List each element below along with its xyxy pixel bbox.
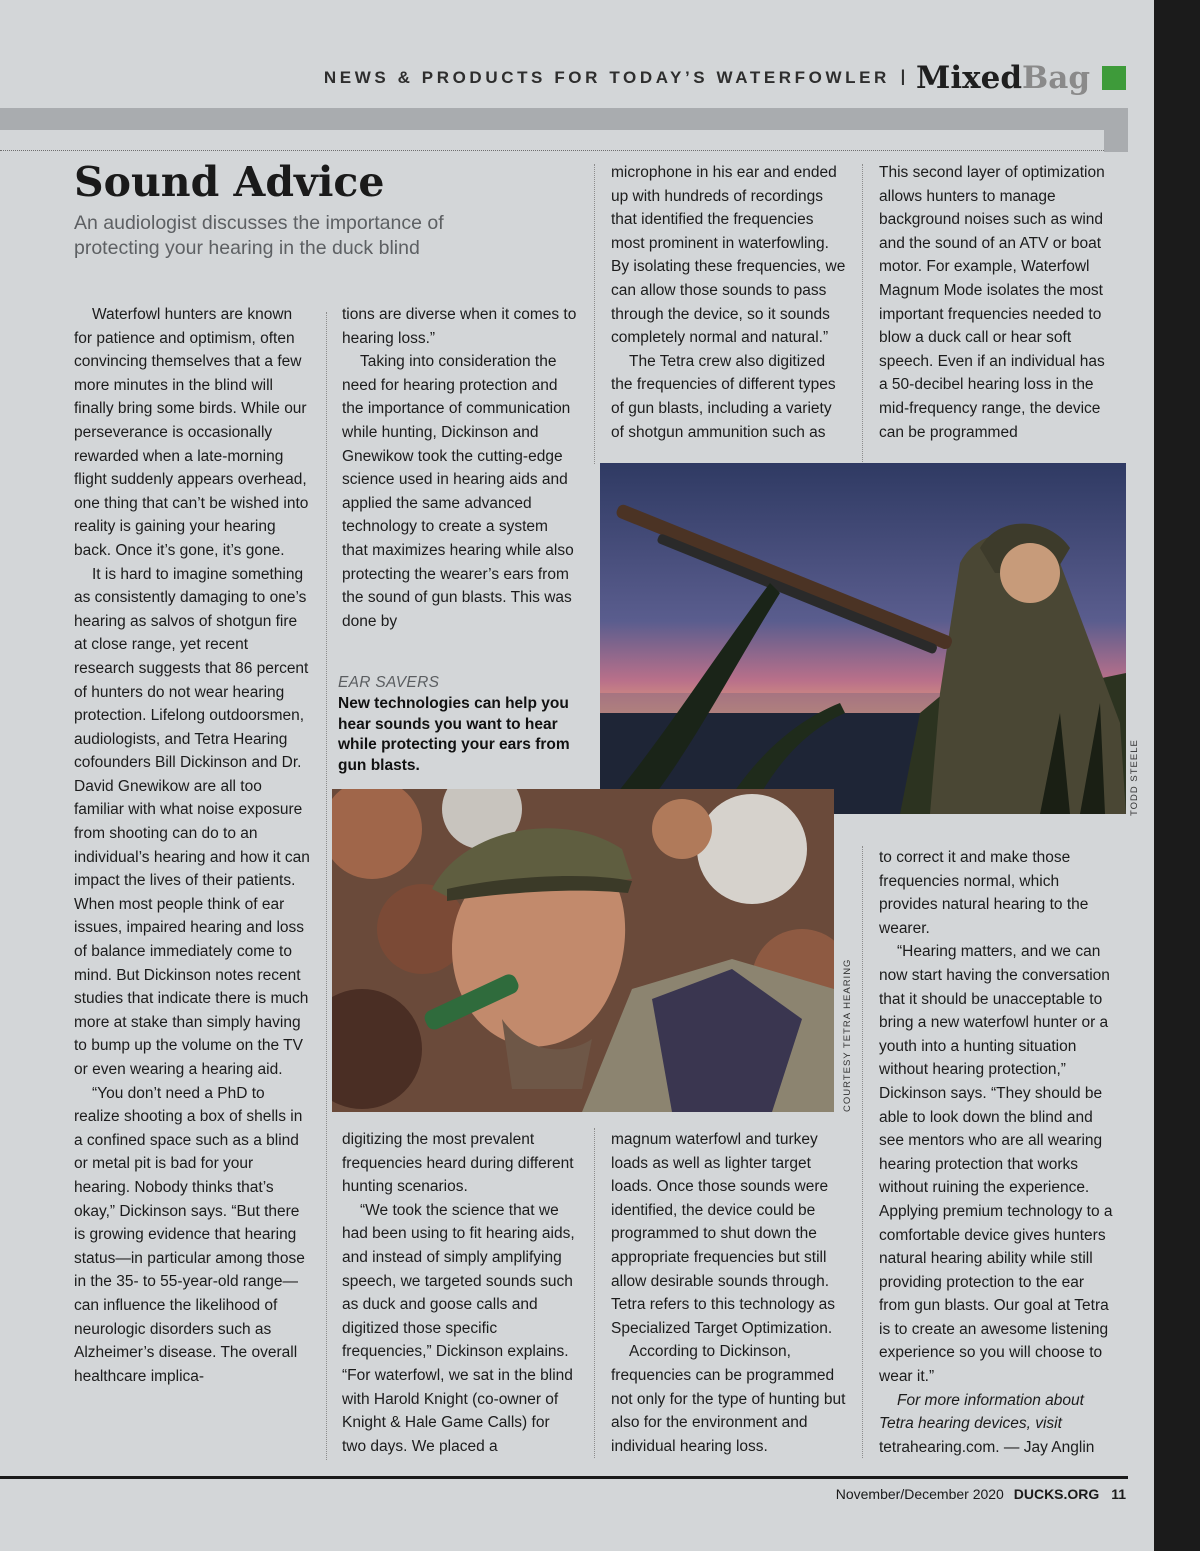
caption-text: New technologies can help you hear sounds you want to hear while protecting your ears from gun blasts. xyxy=(338,695,570,774)
paragraph: It is hard to imagine something as consistently damaging to one’s hearing as salvos of shotgun fire at close range, yet recent research suggests that 86 percent of hunters do not wear hearing protection. Lifelong outdoorsmen, audiologists, and Tetra Hearing cofounders Bill Dickinson and Dr. David Gnewikow are all too familiar with what noise exposure from shooting can do to an individual’s hearing and how it can impact the lives of their patients. When most people think of ear issues, impaired hearing and loss of balance immediately come to mind. But Dickinson notes recent studies that indicate there is much more at stake than simply having to bump up the volume on the TV or even wearing a hearing aid. xyxy=(74,565,310,1078)
paragraph: Waterfowl hunters are known for patience and optimism, often convincing themselves that a few more minutes in the blind will finally bring some birds. While our perseverance is occasionally rewarded when a late-morning flight suddenly appears overhead, one thing that can’t be wished into reality is gaining your hearing back. Once it’s gone, it’s gone. xyxy=(74,306,309,559)
section-name-part1: Mixed xyxy=(916,60,1023,96)
photo-hunter-aiming-image xyxy=(600,463,1126,814)
paragraph: tions are diverse when it comes to hearing loss.” xyxy=(342,306,577,347)
page-footer xyxy=(836,1486,1126,1502)
article-column-4-bottom xyxy=(879,846,1115,1459)
photo-hunter-duck-call xyxy=(332,789,834,1112)
footer-site: DUCKS.ORG xyxy=(1013,1486,1100,1502)
article-column-1 xyxy=(74,303,312,1388)
photo-credit-top: TODD STEELE xyxy=(1129,739,1140,816)
photo-hunter-duck-call-image xyxy=(332,789,834,1112)
column-divider xyxy=(326,312,327,1460)
article-column-3-top xyxy=(611,161,847,444)
article-column-2-top xyxy=(342,303,578,633)
paragraph: “We took the science that we had been using to fit hearing aids, and instead of simply amplifying speech, we targeted sounds such as duck and goose calls and digitized those specific frequencies,” Dickinson explains. “For waterfowl, we sat in the blind with Harold Knight (co-owner of Knight & Hale Game Calls) for two days. We placed a xyxy=(342,1201,575,1455)
paragraph: magnum waterfowl and turkey loads as well as lighter target loads. Once those sounds were identified, the device could be programmed to shut down the appropriate frequencies but still allow desirable sounds through. Tetra refers to this technology as Specialized Target Optimization. xyxy=(611,1131,836,1337)
paragraph: digitizing the most prevalent frequencies heard during different hunting scenarios. xyxy=(342,1131,574,1196)
footer-rule xyxy=(0,1476,1128,1479)
footer-issue: November/December 2020 xyxy=(835,1486,1004,1502)
paragraph: to correct it and make those frequencies normal, which provides natural hearing to the wearer. xyxy=(879,849,1089,937)
column-divider xyxy=(594,1128,595,1458)
paragraph: The Tetra crew also digitized the frequencies of different types of gun blasts, including a variety of shotgun ammunition such as xyxy=(611,352,836,441)
paragraph: microphone in his ear and ended up with hundreds of recordings that identified the frequencies most prominent in waterfowling. By isolating these frequencies, we can allow those sounds to pass through the device, so it sounds completely normal and natural.” xyxy=(611,164,846,347)
section-square-icon xyxy=(1102,66,1126,90)
header-separator: I xyxy=(899,65,907,90)
header-band-tab xyxy=(1104,128,1128,152)
closing-italic: For more information about Tetra hearing devices, visit xyxy=(879,1391,1084,1433)
photo-credit-bottom: COURTESY TETRA HEARING xyxy=(842,958,853,1112)
page-number: 11 xyxy=(1111,1486,1126,1502)
article-subtitle: An audiologist discusses the importance of protecting your hearing in the duck blind xyxy=(74,212,444,259)
header-kicker: NEWS & PRODUCTS FOR TODAY’S WATERFOWLER xyxy=(323,68,890,87)
paragraph: Taking into consideration the need for hearing protection and the importance of communication while hunting, Dickinson and Gnewikow took the cutting-edge science used in hearing aids and applied the same advanced technology to create a system that maximizes hearing while also protecting the wearer’s ears from the sound of gun blasts. This was done by xyxy=(342,353,574,630)
article-column-3-bottom xyxy=(611,1128,847,1458)
photo-hunter-aiming xyxy=(600,463,1126,814)
column-divider xyxy=(594,164,595,464)
column-divider xyxy=(862,846,863,1458)
paragraph: This second layer of optimization allows hunters to manage background noises such as wind and the sound of an ATV or boat motor. For example, Waterfowl Magnum Mode isolates the most important frequencies needed to blow a duck call or hear soft speech. Even if an individual has a 50-decibel hearing loss in the mid-frequency range, the device can be programmed xyxy=(879,164,1105,441)
article-column-4-top xyxy=(879,161,1115,444)
sidebar-caption xyxy=(338,674,578,776)
header-band xyxy=(0,108,1128,130)
closing-note xyxy=(879,1389,1115,1460)
paragraph: According to Dickinson, frequencies can be programmed not only for the type of hunting but also for the environment and individual hearing loss. xyxy=(611,1343,846,1455)
paragraph: “You don’t need a PhD to realize shooting a box of shells in a confined space such as a blind or metal pit is bad for your hearing. Nobody thinks that’s okay,” Dickinson says. “But there is growing evidence that hearing status—in particular among those in the 35- to 55-year-old range—can influence the likelihood of neurologic disorders such as Alzheimer’s disease. The overall healthcare implica- xyxy=(74,1084,305,1385)
caption-kicker: EAR SAVERS xyxy=(338,674,440,691)
closing-plain: tetrahearing.com. — Jay Anglin xyxy=(879,1438,1095,1456)
page-header xyxy=(0,58,1126,146)
header-dotted-rule xyxy=(0,150,1126,151)
column-divider xyxy=(862,164,863,464)
section-tag xyxy=(324,58,1126,98)
article-title: Sound Advice xyxy=(74,158,385,206)
article-column-2-bottom xyxy=(342,1128,578,1458)
paragraph: “Hearing matters, and we can now start having the conversation that it should be unacceptable to bring a new waterfowl hunter or a youth into a hunting situation without hearing protection,” Dickinson says. “They should be able to look down the blind and see mentors who are all wearing hearing protection that works without ruining the experience. Applying premium technology to a comfortable device gives hunters natural hearing ability while still providing protection to the ear from gun blasts. Our goal at Tetra is to create an awesome listening experience so you will choose to wear it.” xyxy=(879,943,1113,1386)
section-name-part2: Bag xyxy=(1022,60,1090,96)
